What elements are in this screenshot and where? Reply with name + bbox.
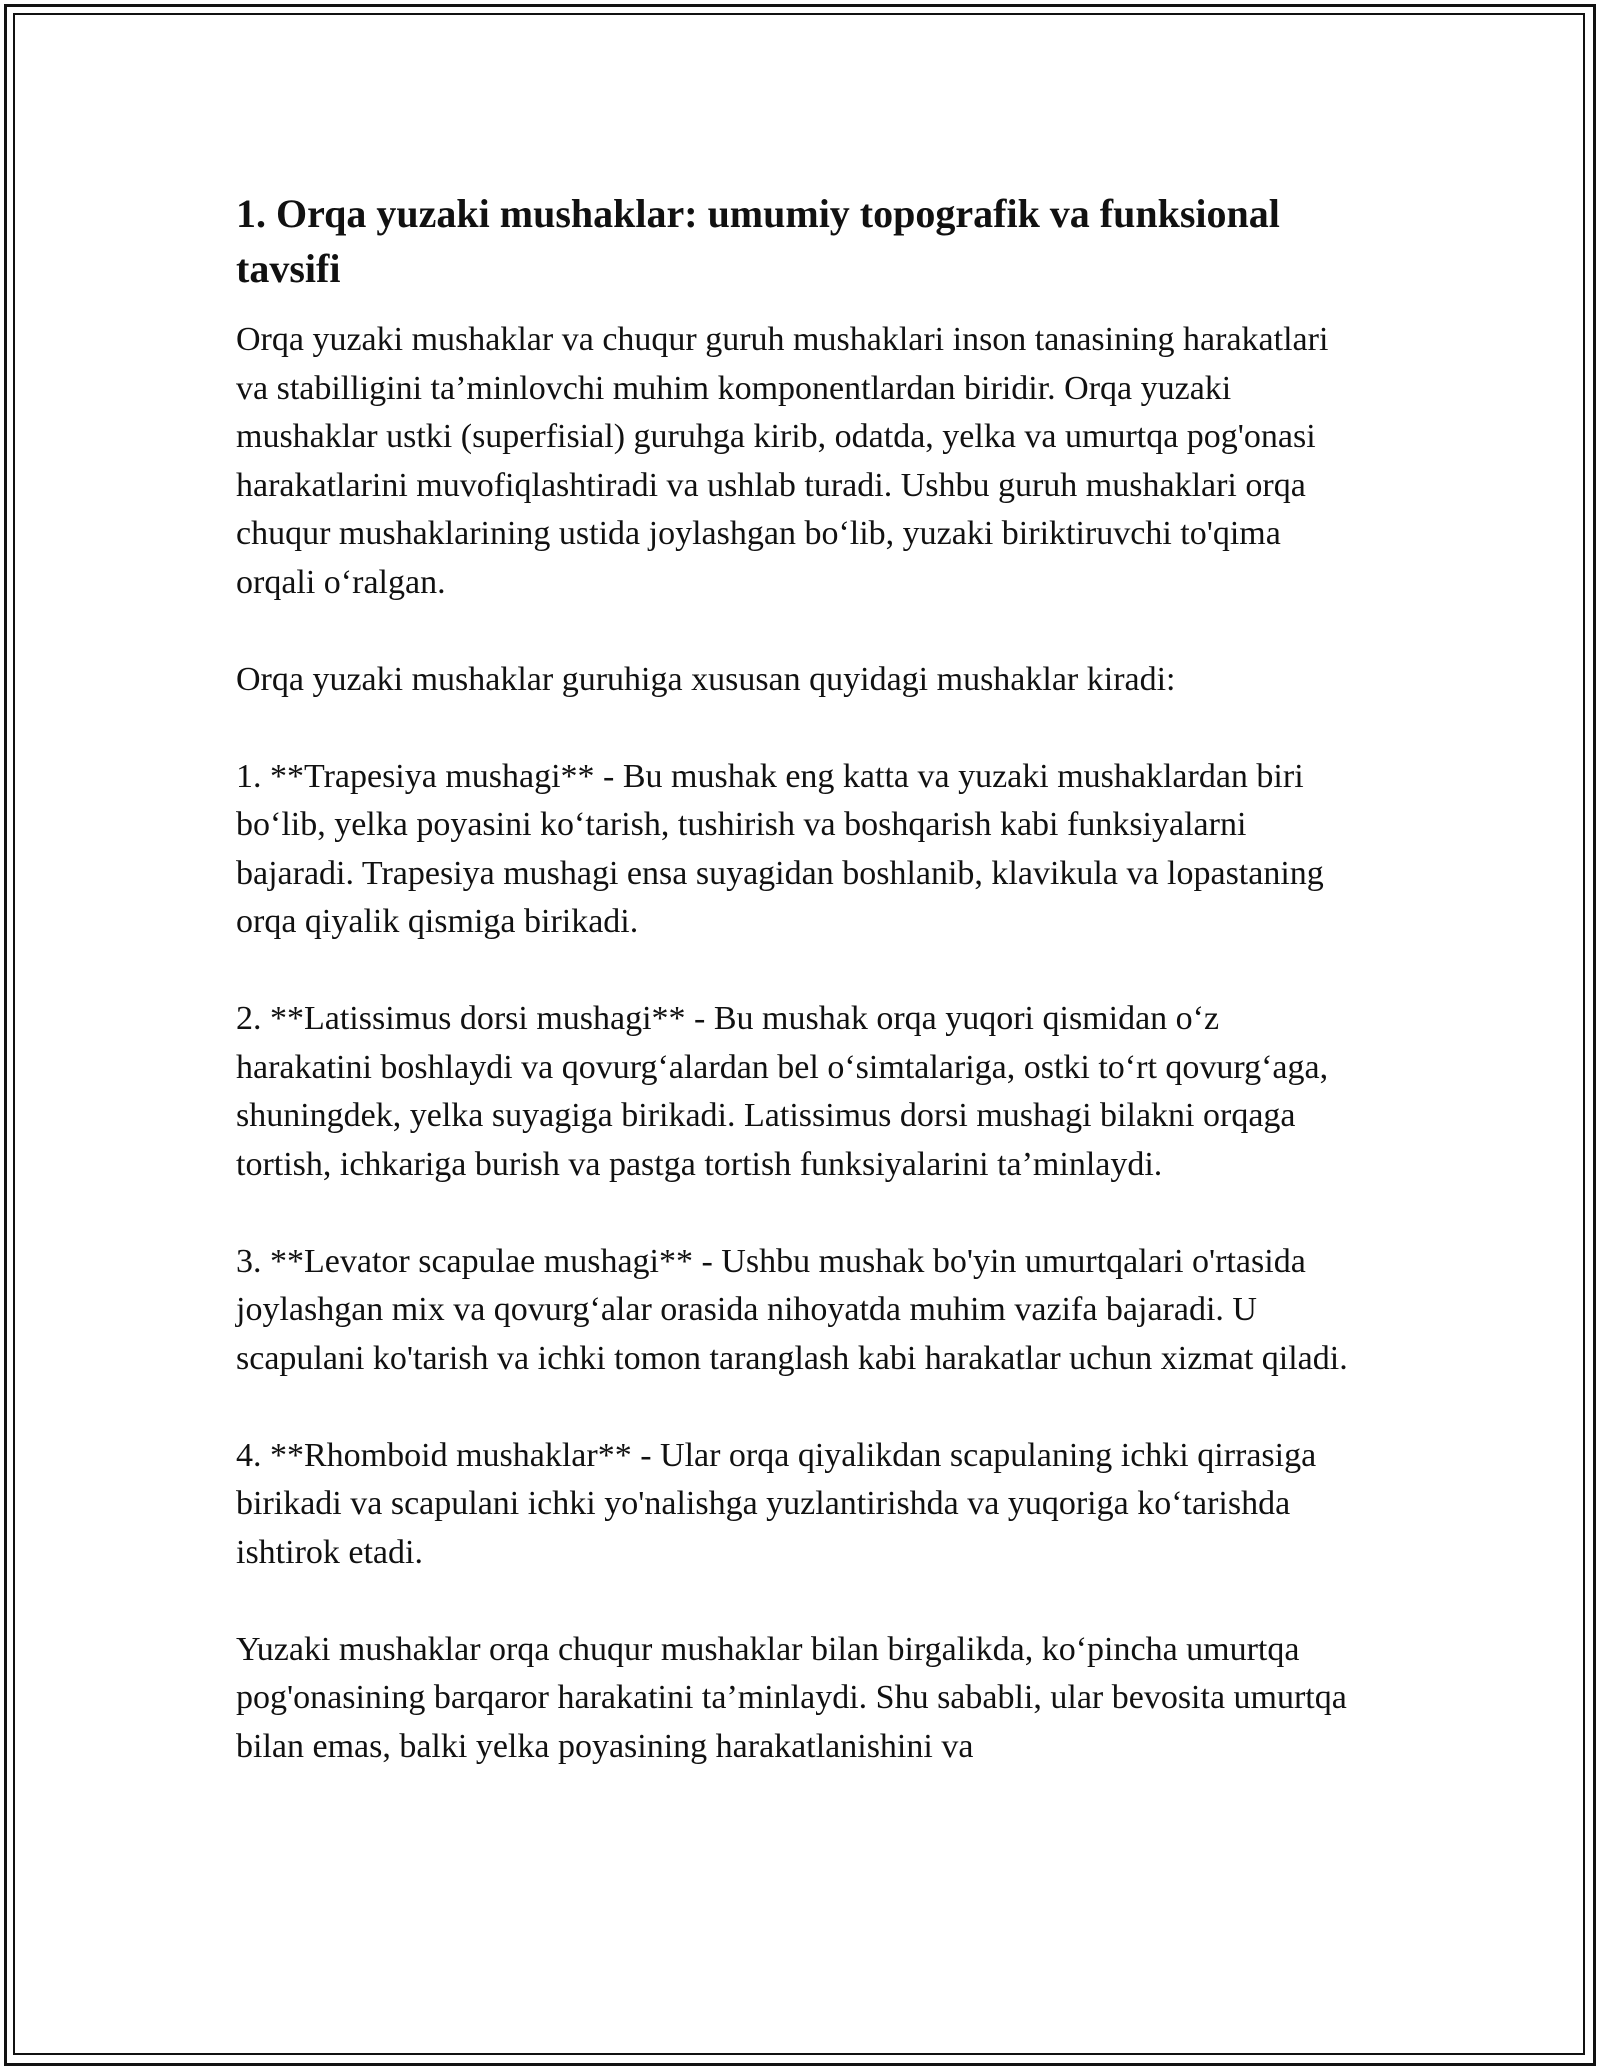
document-body bbox=[236, 186, 1356, 1771]
closing-paragraph: Yuzaki mushaklar orqa chuqur mushaklar bilan birgalikda, ko‘pincha umurtqa pog'onasining barqaror harakatini ta’minlaydi. Shu sababli, ular bevosita umurtqa bilan emas, balki yelka poyasining harakatlanishini va bbox=[236, 1630, 1347, 1765]
document-title: 1. Orqa yuzaki mushaklar: umumiy topografik va funksional tavsifi bbox=[236, 191, 1280, 291]
intro-paragraph: Orqa yuzaki mushaklar va chuqur guruh mushaklari inson tanasining harakatlari va stabilligini ta’minlovchi muhim komponentlardan biridir. Orqa yuzaki mushaklar ustki (superfisial) guruhga kirib, odatda, yelka va umurtqa pog'onasi harakatlarini muvofiqlashtiradi va ushlab turadi. Ushbu guruh mushaklari orqa chuqur mushaklarining ustida joylashgan bo‘lib, yuzaki biriktiruvchi to'qima orqali o‘ralgan. bbox=[236, 321, 1329, 601]
list-item-rhomboid: 4. **Rhomboid mushaklar** - Ular orqa qiyalikdan scapulaning ichki qirrasiga birikadi va scapulani ichki yo'nalishga yuzlantirishda va yuqoriga ko‘tarishda ishtirok etadi. bbox=[236, 1436, 1317, 1571]
list-item-trapesiya: 1. **Trapesiya mushagi** - Bu mushak eng katta va yuzaki mushaklardan biri bo‘lib, yelka poyasini ko‘tarish, tushirish va boshqarish kabi funksiyalarni bajaradi. Trapesiya mushagi ensa suyagidan boshlanib, klavikula va lopastaning orqa qiyalik qismiga birikadi. bbox=[236, 757, 1324, 940]
list-item-latissimus: 2. **Latissimus dorsi mushagi** - Bu mushak orqa yuqori qismidan o‘z harakatini boshlaydi va qovurg‘alardan bel o‘simtalariga, ostki to‘rt qovurg‘aga, shuningdek, yelka suyagiga birikadi. Latissimus dorsi mushagi bilakni orqaga tortish, ichkariga burish va pastga tortish funksiyalarini ta’minlaydi. bbox=[236, 1000, 1329, 1183]
list-item-levator: 3. **Levator scapulae mushagi** - Ushbu mushak bo'yin umurtqalari o'rtasida joylashgan mix va qovurg‘alar orasida nihoyatda muhim vazifa bajaradi. U scapulani ko'tarish va ichki tomon taranglash kabi harakatlar uchun xizmat qiladi. bbox=[236, 1242, 1348, 1377]
list-intro-paragraph: Orqa yuzaki mushaklar guruhiga xususan quyidagi mushaklar kiradi: bbox=[236, 660, 1176, 698]
